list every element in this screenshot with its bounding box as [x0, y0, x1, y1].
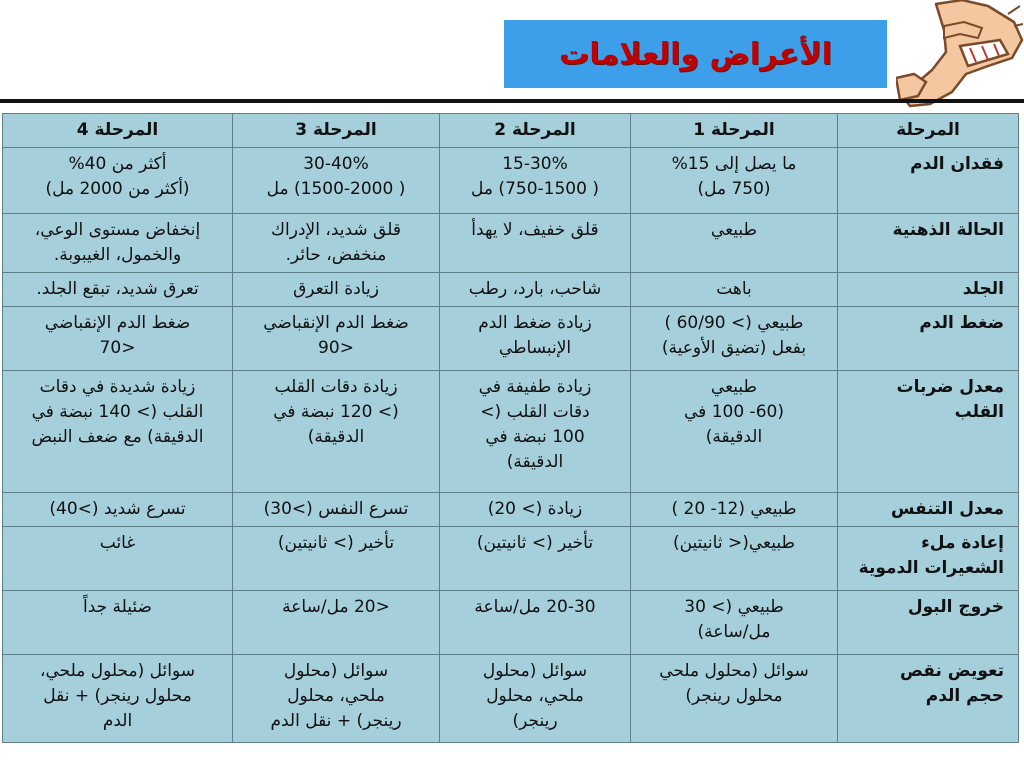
row-label-line: فقدان الدم	[910, 154, 1004, 174]
table-cell	[440, 307, 631, 371]
cell-line: سوائل (محلول ملحي	[659, 661, 809, 681]
cell-line: 15-30%	[502, 154, 568, 174]
table-cell	[631, 591, 838, 655]
table-cell	[233, 214, 440, 273]
table-cell	[233, 371, 440, 493]
cell-line: زيادة شديدة في دقات	[39, 377, 196, 397]
table-cell	[631, 148, 838, 214]
cell-line: (أكثر من 2000 مل)	[45, 179, 190, 199]
table-cell	[631, 527, 838, 591]
table-cell	[631, 493, 838, 527]
cell-line: سوائل (محلول	[482, 661, 588, 681]
cell-line: أكثر من 40%	[68, 154, 167, 174]
cell-line: طبيعي	[710, 377, 758, 397]
cell-line: طبيعي (> 60/90 )	[664, 313, 804, 333]
cell-line: ضغط الدم الإنقباضي	[263, 313, 409, 333]
cell-line: سوائل (محلول	[283, 661, 389, 681]
cell-line: زيادة (> 20)	[487, 499, 583, 519]
cell-line: ضئيلة جداً	[83, 597, 152, 617]
table-cell	[631, 655, 838, 743]
cell-line: ( 1500-2000) مل	[266, 179, 406, 199]
table-cell	[440, 655, 631, 743]
table-cell	[3, 493, 233, 527]
row-label-line: حجم الدم	[925, 686, 1004, 706]
cell-line: شاحب، بارد، رطب	[468, 279, 602, 299]
cell-line: زيادة التعرق	[293, 279, 379, 299]
table-cell	[233, 527, 440, 591]
row-label	[838, 307, 1019, 371]
cell-line: الدقيقة)	[307, 427, 365, 447]
cell-line: مل/ساعة)	[697, 622, 771, 642]
cell-line: منخفض، حائر.	[285, 245, 387, 265]
cell-line: 100 نبضة في	[485, 427, 585, 447]
cell-line: <90	[318, 338, 354, 358]
cell-line: ما يصل إلى 15%	[671, 154, 797, 174]
header-cell-stage-2: المرحلة 2	[440, 114, 631, 148]
cell-line: والخمول، الغيبوبة.	[53, 245, 182, 265]
cell-line: الدقيقة)	[705, 427, 763, 447]
row-label-line: الشعيرات الدموية	[858, 558, 1004, 578]
cell-line: الدم	[102, 711, 133, 731]
table-cell	[233, 591, 440, 655]
cell-line: تسرع شديد (>40)	[49, 499, 186, 519]
cell-line: (60- 100 في	[684, 402, 784, 422]
cell-line: زيادة دقات القلب	[274, 377, 398, 397]
table-cell	[3, 371, 233, 493]
table-cell	[3, 527, 233, 591]
table-cell	[440, 148, 631, 214]
cell-line: طبيعي	[710, 220, 758, 240]
cell-line: محلول رينجر)	[685, 686, 783, 706]
cell-line: قلق شديد، الإدراك	[271, 220, 401, 240]
row-label-line: معدل ضربات	[896, 377, 1004, 397]
cell-line: تأخير (> ثانيتين)	[476, 533, 594, 553]
header-cell-stage: المرحلة	[838, 114, 1019, 148]
table-cell	[631, 307, 838, 371]
symptoms-table	[2, 113, 1019, 743]
table-cell	[3, 273, 233, 307]
cell-line: طبيعي (12- 20 )	[671, 499, 797, 519]
table-cell	[233, 307, 440, 371]
cell-line: الدقيقة)	[506, 452, 564, 472]
table-cell	[631, 273, 838, 307]
cell-line: إنخفاض مستوى الوعي،	[34, 220, 201, 240]
table-row	[3, 214, 1019, 273]
header-cell-stage-4: المرحلة 4	[3, 114, 233, 148]
table-row	[3, 307, 1019, 371]
table-cell	[3, 655, 233, 743]
cell-line: تسرع النفس (>30)	[263, 499, 409, 519]
cell-line: تعرق شديد، تبقع الجلد.	[36, 279, 199, 299]
table-cell	[631, 371, 838, 493]
cell-line: محلول رينجر) + نقل	[43, 686, 192, 706]
table-cell	[440, 214, 631, 273]
row-label-line: ضغط الدم	[919, 313, 1004, 333]
table-body	[3, 114, 1019, 743]
bandaged-wrist-illustration	[896, 0, 1024, 112]
cell-line: 20-30 مل/ساعة	[474, 597, 596, 617]
page-title: الأعراض والعلامات	[559, 36, 832, 72]
table-row	[3, 591, 1019, 655]
row-label-line: خروج البول	[907, 597, 1004, 617]
cell-line: ( 750-1500) مل	[471, 179, 599, 199]
cell-line: تأخير (> ثانيتين)	[277, 533, 395, 553]
cell-line: دقات القلب (>	[480, 402, 590, 422]
row-label-line: معدل التنفس	[891, 499, 1004, 519]
table-row	[3, 148, 1019, 214]
cell-line: طبيعي (> 30	[684, 597, 784, 617]
cell-line: <70	[99, 338, 136, 358]
row-label	[838, 148, 1019, 214]
cell-line: 30-40%	[303, 154, 369, 174]
cell-line: باهت	[716, 279, 752, 299]
cell-line: <20 مل/ساعة	[282, 597, 390, 617]
row-label-line: القلب	[954, 402, 1004, 422]
row-label	[838, 371, 1019, 493]
cell-line: ملحي، محلول	[486, 686, 584, 706]
table-row	[3, 655, 1019, 743]
row-label	[838, 655, 1019, 743]
cell-line: رينجر)	[512, 711, 558, 731]
cell-line: زيادة ضغط الدم	[478, 313, 592, 333]
cell-line: (750 مل)	[697, 179, 771, 199]
table-row	[3, 527, 1019, 591]
table-cell	[440, 591, 631, 655]
row-label	[838, 214, 1019, 273]
title-divider	[0, 99, 1024, 103]
header-row	[3, 114, 1019, 148]
table-cell	[440, 527, 631, 591]
cell-line: (> 120 نبضة في	[273, 402, 399, 422]
row-label	[838, 527, 1019, 591]
cell-line: قلق خفيف، لا يهدأ	[471, 220, 599, 240]
table-row	[3, 493, 1019, 527]
cell-line: ضغط الدم الإنقباضي	[44, 313, 191, 333]
table-row	[3, 371, 1019, 493]
table-row	[3, 273, 1019, 307]
cell-line: سوائل (محلول ملحي،	[39, 661, 195, 681]
table-cell	[233, 148, 440, 214]
cell-line: طبيعي(< ثانيتين)	[672, 533, 796, 553]
table-cell	[440, 371, 631, 493]
row-label-line: الجلد	[962, 279, 1004, 299]
cell-line: الإنبساطي	[498, 338, 572, 358]
table-cell	[631, 214, 838, 273]
cell-line: زيادة طفيفة في	[478, 377, 592, 397]
table-cell	[233, 655, 440, 743]
cell-line: ملحي، محلول	[287, 686, 385, 706]
cell-line: القلب (> 140 نبضة في	[31, 402, 204, 422]
table-cell	[3, 148, 233, 214]
table-cell	[3, 214, 233, 273]
table-cell	[3, 591, 233, 655]
table-cell	[233, 273, 440, 307]
title-banner	[504, 20, 887, 88]
row-label-line: إعادة ملء	[921, 533, 1004, 553]
row-label-line: تعويض نقص	[900, 661, 1004, 681]
row-label-line: الحالة الذهنية	[892, 220, 1004, 240]
header-cell-stage-3: المرحلة 3	[233, 114, 440, 148]
table-cell	[233, 493, 440, 527]
table-cell	[440, 273, 631, 307]
row-label	[838, 591, 1019, 655]
cell-line: غائب	[99, 533, 136, 553]
row-label	[838, 273, 1019, 307]
row-label	[838, 493, 1019, 527]
table-cell	[440, 493, 631, 527]
cell-line: بفعل (تضيق الأوعية)	[661, 338, 807, 358]
header-cell-stage-1: المرحلة 1	[631, 114, 838, 148]
table-cell	[3, 307, 233, 371]
cell-line: رينجر) + نقل الدم	[270, 711, 402, 731]
cell-line: الدقيقة) مع ضعف النبض	[31, 427, 204, 447]
